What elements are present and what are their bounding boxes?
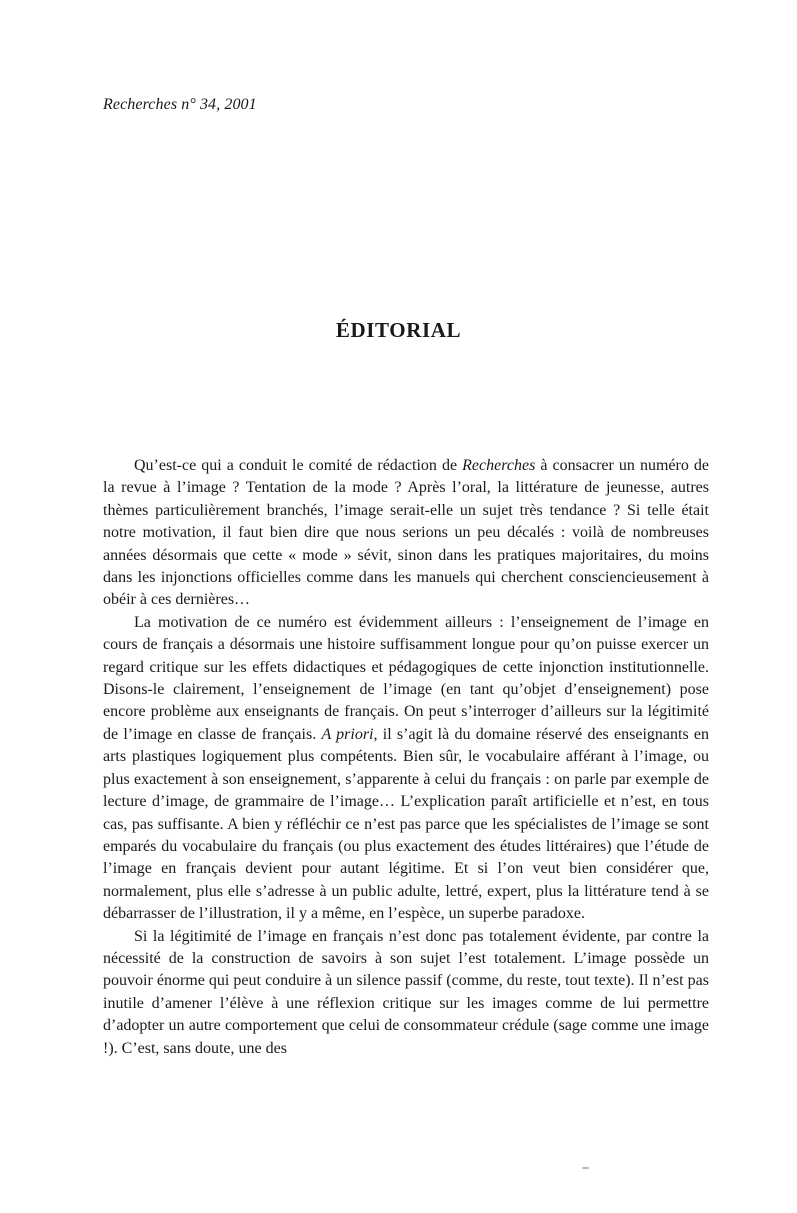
paragraph-text: , il s’agit là du domaine réservé des enseignants en arts plastiques logiquement plus compétents. Bien sûr, le vocabulaire afférant à l’image, ou plus exactement à son enseignement, s’apparente à celui du français : on parle par exemple de lecture d’image, de grammaire de l’image… L’explication paraît artificielle et n’est, en tous cas, pas suffisante. A bien y réfléchir ce n’est pas parce que les spécialistes de l’image se sont emparés du vocabulaire du français (ou plus exactement des études littéraires) que l’étude de l’image en français devient pour autant légitime. Et si l’on veut bien considérer que, normalement, plus elle s’adresse à un public adulte, lettré, expert, plus la littérature tend à se débarrasser de l’illustration, il y a même, en l’espèce, un superbe paradoxe. <box>103 725 710 923</box>
italic-text: Recherches <box>462 457 536 474</box>
paragraph-text: Si la légitimité de l’image en français n’est donc pas totalement évidente, par contre la nécessité de la construction de savoirs à son sujet l’est totalement. L’image possède un pouvoir énorme qui peut conduire à un silence passif (comme, du reste, tout texte). Il n’est pas inutile d’amener l’élève à une réflexion critique sur les images comme de lui permettre d’adopter un autre comportement que celui de consommateur crédule (sage comme une image !). C’est, sans doute, une des <box>103 927 709 1057</box>
paragraph <box>103 926 709 1060</box>
italic-text: A priori <box>321 725 374 743</box>
paragraph-text: Qu’est-ce qui a conduit le comité de rédaction de <box>134 457 463 474</box>
paragraph <box>103 612 709 926</box>
running-header: Recherches n° 34, 2001 <box>103 96 257 113</box>
article-title: ÉDITORIAL <box>335 318 462 342</box>
paragraph-text: La motivation de ce numéro est évidemment ailleurs : l’enseignement de l’image en cours de français a désormais une histoire suffisamment longue pour qu’on puisse exercer un regard critique sur les effets didactiques et pédagogiques de cette injonction institutionnelle. Disons-le clairement, l’enseignement de l’image (en tant qu’objet d’enseignement) pose encore problème aux enseignants de français. On peut s’interroger d’ailleurs sur la légitimité de l’image en classe de français. <box>103 613 709 743</box>
paragraph-text: à consacrer un numéro de la revue à l’image ? Tentation de la mode ? Après l’oral, la littérature de jeunesse, autres thèmes particulièrement branchés, l’image serait-elle un sujet très tendance ? Si telle était notre motivation, il faut bien dire que nous serions un peu décalés : voilà de nombreuses années désormais que cette « mode » sévit, sinon dans les pratiques majoritaires, du moins dans les injonctions officielles comme dans les manuels qui cherchent consciencieusement à obéir à ces dernières… <box>103 457 709 609</box>
scan-speck <box>582 1167 589 1169</box>
article-body <box>103 455 709 1060</box>
paragraph <box>103 455 709 612</box>
